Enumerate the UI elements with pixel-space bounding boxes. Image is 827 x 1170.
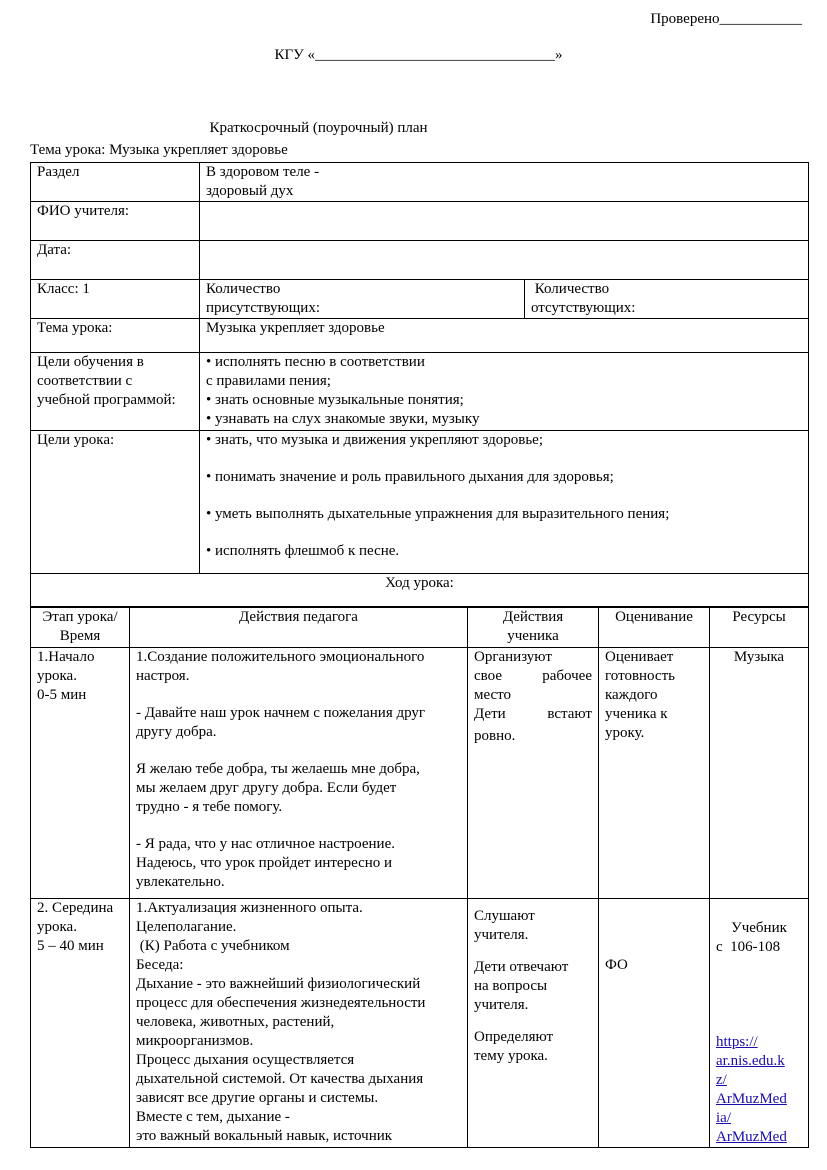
- flow-header-row: [31, 608, 809, 648]
- textbook-pages: с 106-108: [716, 939, 781, 955]
- teacher-text-line: мы желаем друг другу добра. Если будет: [136, 780, 397, 796]
- teacher-text-line: - Давайте наш урок начнем с пожелания друг: [136, 705, 426, 721]
- resource-link-line: z/: [716, 1072, 727, 1088]
- assessment-line: Оценивает: [605, 649, 674, 665]
- textbook-label: Учебник: [731, 920, 787, 936]
- absent-label-line: Количество: [531, 281, 610, 297]
- topic-label: Тема урока:: [31, 319, 200, 353]
- teacher-text-line: человека, животных, растений,: [136, 1014, 335, 1030]
- student-text-line: тему урока.: [474, 1048, 548, 1064]
- student-text-line: Дети отвечают: [474, 959, 569, 975]
- class-row: [31, 280, 809, 319]
- teacher-text-line: (К) Работа с учебником: [136, 938, 290, 954]
- student-actions-cell: [468, 899, 599, 1148]
- student-text-line: Слушают: [474, 908, 535, 924]
- section-value: [200, 163, 809, 202]
- teacher-text-line: увлекательно.: [136, 874, 225, 890]
- resources-cell: Музыка: [710, 648, 809, 899]
- lesson-goal-item: • понимать значение и роль правильного дыхания для здоровья;: [206, 469, 614, 485]
- present-count: [200, 280, 525, 319]
- stage-cell: [31, 899, 130, 1148]
- teacher-text-line: зависят все другие органы и системы.: [136, 1090, 379, 1106]
- plan-title: Краткосрочный (поурочный) план: [209, 120, 428, 136]
- stage-line: урока.: [37, 668, 77, 684]
- resource-link-line: https://: [716, 1034, 758, 1050]
- teacher-label: ФИО учителя:: [31, 202, 200, 241]
- stage-header-line: Время: [59, 628, 101, 644]
- teacher-text-line: Вместе с тем, дыхание -: [136, 1109, 290, 1125]
- lesson-middle-row: [31, 899, 809, 1148]
- stage-cell: [31, 648, 130, 899]
- assessment-cell: [599, 648, 710, 899]
- lesson-goals-label: Цели урока:: [31, 431, 200, 574]
- program-goals-label-line: Цели обучения в: [37, 354, 144, 370]
- student-text-line: учителя.: [474, 997, 529, 1013]
- teacher-text-line: трудно - я тебе помогу.: [136, 799, 283, 815]
- student-text-line: Определяют: [474, 1029, 554, 1045]
- student-text-line: [474, 667, 592, 686]
- absent-count: [525, 280, 809, 319]
- program-goal-item: • знать основные музыкальные понятия;: [206, 392, 464, 408]
- teacher-text-line: Я желаю тебе добра, ты желаешь мне добра,: [136, 761, 420, 777]
- present-label-line: присутствующих:: [206, 300, 320, 316]
- teacher-value: [200, 202, 809, 241]
- lesson-start-row: [31, 648, 809, 899]
- teacher-text-line: настроя.: [136, 668, 190, 684]
- program-goal-item: с правилами пения;: [206, 373, 331, 389]
- program-goal-item: • исполнять песню в соответствии: [206, 354, 425, 370]
- stage-header: [31, 608, 130, 648]
- student-word: рабочее: [542, 668, 592, 684]
- teacher-text-line: - Я рада, что у нас отличное настроение.: [136, 836, 395, 852]
- checked-signature-line: Проверено___________: [650, 11, 802, 27]
- lesson-goal-item: • знать, что музыка и движения укрепляют здоровье;: [206, 432, 543, 448]
- program-goals-label-line: соответствии с: [37, 373, 133, 389]
- teacher-text-line: Процесс дыхания осуществляется: [136, 1052, 355, 1068]
- lesson-goals-row: [31, 431, 809, 574]
- student-word: встают: [547, 706, 592, 722]
- resource-link-line: ArMuzMed: [716, 1129, 787, 1145]
- section-row: [31, 163, 809, 202]
- student-text-line: [474, 705, 592, 724]
- program-goals-list: [200, 353, 809, 431]
- resource-link-line: ArMuzMed: [716, 1091, 787, 1107]
- topic-row: [31, 319, 809, 353]
- student-word: Дети: [474, 706, 506, 722]
- teacher-text-line: это важный вокальный навык, источник: [136, 1128, 393, 1144]
- student-text-line: Организуют: [474, 649, 552, 665]
- teacher-text-line: Надеюсь, что урок пройдет интересно и: [136, 855, 393, 871]
- section-label: Раздел: [31, 163, 200, 202]
- assessment-line: уроку.: [605, 725, 645, 741]
- teacher-text-line: 1.Создание положительного эмоционального: [136, 649, 425, 665]
- student-header-line: ученика: [507, 628, 559, 644]
- section-value-line: В здоровом теле -: [206, 164, 320, 180]
- stage-line: 5 – 40 мин: [37, 938, 104, 954]
- program-goals-label: [31, 353, 200, 431]
- student-actions-cell: [468, 648, 599, 899]
- student-text-line: учителя.: [474, 927, 529, 943]
- student-text-line: место: [474, 687, 512, 703]
- resource-link-line: ar.nis.edu.k: [716, 1053, 785, 1069]
- program-goals-row: [31, 353, 809, 431]
- student-word: свое: [474, 668, 502, 684]
- absent-label-line: отсутствующих:: [531, 300, 636, 316]
- teacher-text-line: Целеполагание.: [136, 919, 237, 935]
- lesson-goals-list: [200, 431, 809, 574]
- student-text-line: на вопросы: [474, 978, 548, 994]
- topic-value: Музыка укрепляет здоровье: [200, 319, 809, 353]
- school-name-line: КГУ «________________________________»: [274, 47, 563, 63]
- stage-line: 2. Середина: [37, 900, 114, 916]
- student-actions-header: [468, 608, 599, 648]
- assessment-line: каждого: [605, 687, 658, 703]
- lesson-flow-table: [30, 607, 809, 1148]
- assessment-cell: [599, 899, 710, 1148]
- teacher-row: [31, 202, 809, 241]
- stage-line: 1.Начало: [37, 649, 95, 665]
- teacher-text-line: микроорганизмов.: [136, 1033, 254, 1049]
- lesson-goal-item: • исполнять флешмоб к песне.: [206, 543, 400, 559]
- teacher-text-line: Дыхание - это важнейший физиологический: [136, 976, 421, 992]
- student-header-line: Действия: [502, 609, 564, 625]
- stage-line: урока.: [37, 919, 77, 935]
- stage-header-line: Этап урока/: [42, 609, 118, 625]
- teacher-text-line: процесс для обеспечения жизнедеятельности: [136, 995, 426, 1011]
- course-title-row: [31, 574, 809, 607]
- assessment-value: ФО: [605, 957, 628, 973]
- section-value-line: здоровый дух: [206, 183, 294, 199]
- program-goals-label-line: учебной программой:: [37, 392, 176, 408]
- teacher-text-line: Беседа:: [136, 957, 184, 973]
- lesson-goal-item: • уметь выполнять дыхательные упражнения для выразительного пения;: [206, 506, 670, 522]
- teacher-actions-cell: [130, 648, 468, 899]
- resource-link-line: ia/: [716, 1110, 731, 1126]
- teacher-actions-header: Действия педагога: [130, 608, 468, 648]
- teacher-text-line: 1.Актуализация жизненного опыта.: [136, 900, 363, 916]
- assessment-line: готовность: [605, 668, 675, 684]
- date-label: Дата:: [31, 241, 200, 280]
- stage-line: 0-5 мин: [37, 687, 87, 703]
- teacher-text-line: другу добра.: [136, 724, 217, 740]
- resource-link[interactable]: [716, 1033, 802, 1147]
- assessment-line: ученика к: [605, 706, 668, 722]
- teacher-text-line: дыхательной системой. От качества дыхания: [136, 1071, 424, 1087]
- teacher-actions-cell: [130, 899, 468, 1148]
- present-label-line: Количество: [206, 281, 281, 297]
- date-row: [31, 241, 809, 280]
- class-label: Класс: 1: [31, 280, 200, 319]
- program-goal-item: • узнавать на слух знакомые звуки, музыку: [206, 411, 480, 427]
- resources-header: Ресурсы: [710, 608, 809, 648]
- topic-line: Тема урока: Музыка укрепляет здоровье: [30, 142, 288, 158]
- resources-cell: [710, 899, 809, 1148]
- student-text-line: ровно.: [474, 728, 516, 744]
- assessment-header: Оценивание: [599, 608, 710, 648]
- lesson-info-table: [30, 162, 809, 607]
- date-value: [200, 241, 809, 280]
- course-title: Ход урока:: [31, 574, 809, 607]
